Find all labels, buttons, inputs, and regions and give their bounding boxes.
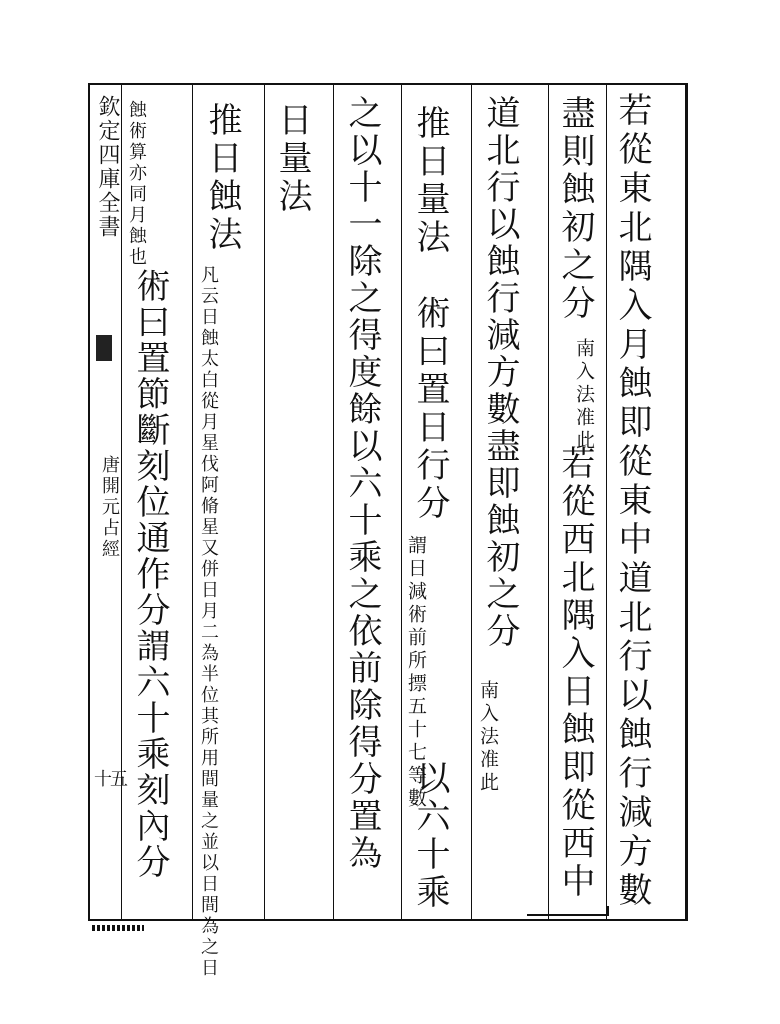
text-column: 之以十一除之得度餘以六十乘之依前除得分置為	[342, 95, 382, 872]
column-rule	[333, 85, 334, 919]
column-rule	[471, 85, 472, 919]
annotation: 南入法准此	[477, 680, 499, 795]
text-column: 術曰置節斷刻位通作分謂六十乘刻內分	[130, 268, 170, 880]
column-rule	[548, 85, 549, 919]
column-rule	[192, 85, 193, 919]
column-rule	[264, 85, 265, 919]
column-rule	[606, 85, 607, 919]
annotation: 蝕術算亦同月蝕也	[126, 100, 147, 268]
page-number: 十五	[94, 769, 126, 790]
section-heading: 日量法	[272, 102, 312, 216]
book-title: 唐開元占經	[99, 455, 120, 560]
text-column: 若從西北隅入日蝕即從西中	[555, 445, 595, 901]
column-rule	[401, 85, 402, 919]
text-column: 術曰置日行分	[410, 295, 450, 523]
text-column: 道北行以蝕行減方數盡即蝕初之分	[480, 95, 520, 650]
fishtail-mark	[96, 335, 112, 361]
text-column: 盡則蝕初之分	[555, 95, 595, 323]
section-heading: 推日蝕法	[202, 102, 242, 254]
library-stamp	[92, 925, 144, 931]
annotation: 南入法准此	[573, 338, 595, 453]
section-heading: 推日量法	[410, 105, 450, 257]
collection-title: 欽定四庫全書	[95, 95, 120, 239]
column-end-bracket	[527, 906, 609, 916]
annotation: 謂日減術前所摽五十七等數	[405, 535, 427, 811]
annotation: 凡云日蝕太白從月星伐阿脩星又併日月二為半位其所用間量之並以日間為之日	[198, 265, 219, 979]
text-column: 若從東北隅入月蝕即從東中道北行以蝕行減方數	[612, 92, 652, 911]
page-frame	[88, 83, 688, 979]
text-column: 以六十乘	[410, 760, 450, 912]
